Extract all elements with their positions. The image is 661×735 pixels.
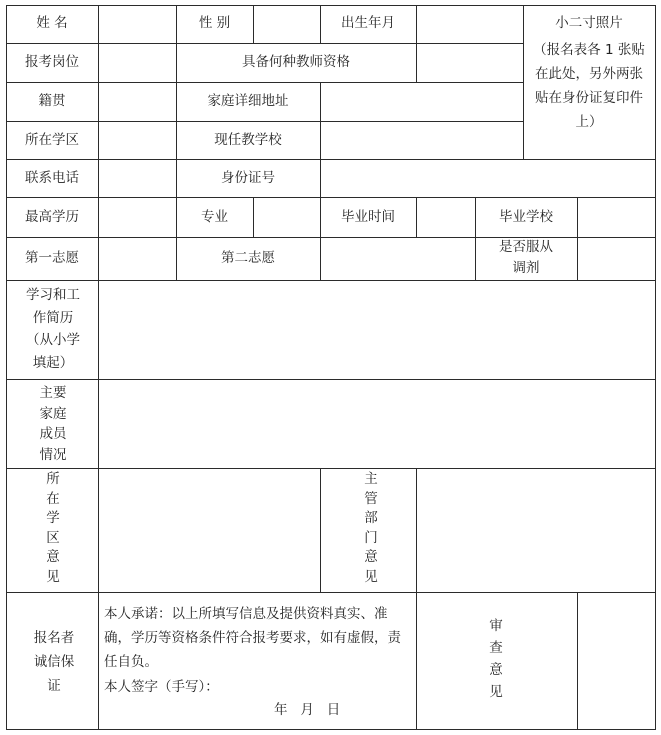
birth-date-label: 出生年月	[341, 15, 395, 31]
graduation-time-field[interactable]	[417, 198, 475, 237]
signature-label: 本人签字（手写）：	[104, 679, 219, 695]
name-label: 姓 名	[36, 15, 68, 31]
id-number-label: 身份证号	[221, 170, 275, 186]
native-place-field[interactable]	[99, 83, 176, 121]
name-field[interactable]	[99, 6, 176, 43]
major-label: 专业	[201, 209, 228, 225]
gender-field[interactable]	[254, 6, 320, 43]
education-field[interactable]	[99, 198, 176, 237]
native-place-label: 籍贯	[38, 93, 66, 109]
review-opinion-label: 审查意见	[489, 618, 503, 700]
current-school-field[interactable]	[321, 122, 523, 159]
school-district-label: 所在学区	[25, 132, 79, 148]
district-opinion-field[interactable]	[99, 469, 320, 592]
accept-adjustment-field[interactable]	[578, 238, 655, 280]
pledge-text: 本人承诺：以上所填写信息及提供资料真实、准确，学历等资格条件符合报考要求，如有虚假，责任自负。	[104, 606, 401, 670]
second-choice-field[interactable]	[321, 238, 475, 280]
review-opinion-field[interactable]	[578, 593, 655, 729]
signature-field[interactable]	[245, 676, 410, 698]
school-district-field[interactable]	[99, 122, 176, 159]
teacher-qualification-label: 具备何种教师资格	[242, 54, 350, 70]
signature-date: 年 月 日	[274, 702, 341, 718]
photo-title: 小二寸照片	[555, 15, 623, 31]
department-opinion-label: 主管部门意见	[364, 471, 378, 585]
gender-label: 性 别	[198, 15, 231, 31]
graduation-school-label: 毕业学校	[499, 209, 553, 225]
family-members-field[interactable]	[99, 380, 655, 468]
major-field[interactable]	[254, 198, 320, 237]
home-address-label: 家庭详细地址	[207, 93, 289, 109]
graduation-time-label: 毕业时间	[341, 209, 395, 225]
first-choice-label: 第一志愿	[25, 250, 79, 266]
current-school-label: 现任教学校	[214, 132, 282, 148]
home-address-field[interactable]	[321, 83, 523, 121]
position-label: 报考岗位	[25, 54, 79, 70]
position-field[interactable]	[99, 44, 176, 82]
id-number-field[interactable]	[321, 160, 655, 197]
accept-adjustment-label: 是否服从调剂	[499, 239, 553, 276]
department-opinion-field[interactable]	[417, 469, 655, 592]
first-choice-field[interactable]	[99, 238, 176, 280]
photo-note: （报名表各 1 张贴在此处，另外两张贴在身份证复印件上）	[533, 42, 645, 130]
family-members-label: 主要家庭成员情况	[39, 385, 67, 463]
resume-field[interactable]	[99, 281, 655, 379]
phone-label: 联系电话	[25, 170, 79, 186]
resume-label: 学习和工作简历（从小学填起）	[26, 287, 80, 371]
teacher-qualification-field[interactable]	[417, 44, 523, 82]
district-opinion-label: 所在学区意见	[46, 471, 60, 585]
photo-area[interactable]	[524, 6, 655, 159]
education-label: 最高学历	[25, 209, 79, 225]
integrity-pledge-label: 报名者诚信保证	[33, 630, 75, 694]
birth-date-field[interactable]	[417, 6, 523, 43]
second-choice-label: 第二志愿	[221, 250, 275, 266]
phone-field[interactable]	[99, 160, 176, 197]
graduation-school-field[interactable]	[578, 198, 655, 237]
